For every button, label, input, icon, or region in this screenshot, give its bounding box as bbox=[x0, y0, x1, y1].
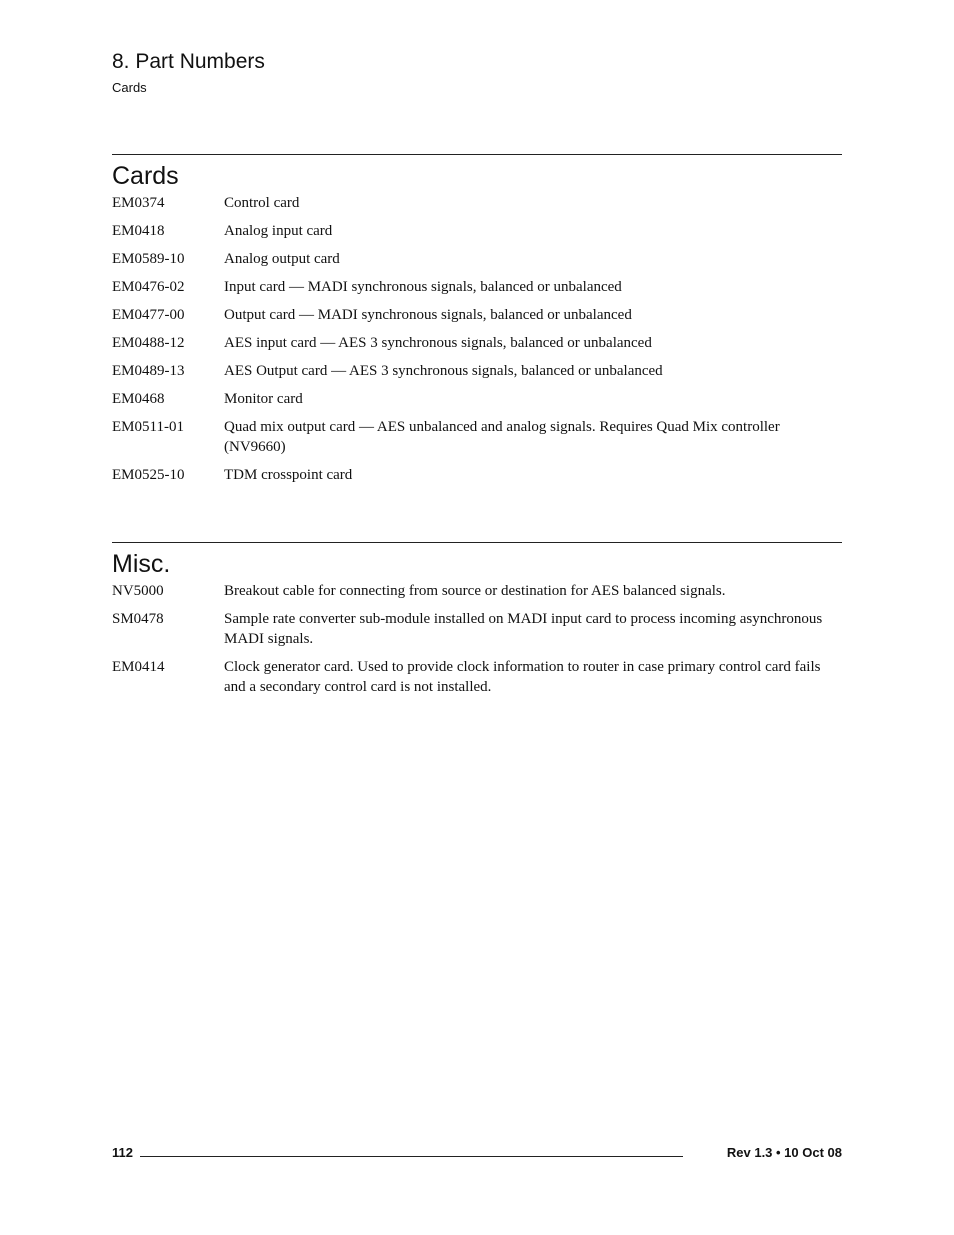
part-description: Quad mix output card — AES unbalanced and analog signals. Requires Quad Mix controller (NV9660) bbox=[224, 419, 780, 455]
part-description: Breakout cable for connecting from source or destination for AES balanced signals. bbox=[224, 583, 726, 599]
list-item bbox=[112, 609, 842, 649]
misc-section bbox=[112, 542, 842, 705]
chapter-title: 8. Part Numbers bbox=[112, 50, 265, 73]
part-number: EM0489-13 bbox=[112, 363, 185, 379]
part-number: EM0488-12 bbox=[112, 335, 185, 351]
section-title-misc: Misc. bbox=[112, 550, 171, 578]
part-description: Output card — MADI synchronous signals, balanced or unbalanced bbox=[224, 307, 632, 323]
cards-section bbox=[112, 154, 842, 493]
list-item bbox=[112, 249, 842, 269]
list-item bbox=[112, 657, 842, 697]
page-number: 112 bbox=[112, 1145, 133, 1160]
section-title-cards: Cards bbox=[112, 162, 179, 190]
list-item bbox=[112, 333, 842, 353]
list-item bbox=[112, 305, 842, 325]
part-description: TDM crosspoint card bbox=[224, 467, 353, 483]
part-description: Analog input card bbox=[224, 223, 333, 239]
part-number: SM0478 bbox=[112, 611, 164, 627]
part-number: EM0589-10 bbox=[112, 251, 185, 267]
part-description: AES input card — AES 3 synchronous signals, balanced or unbalanced bbox=[224, 335, 652, 351]
part-number: EM0525-10 bbox=[112, 467, 185, 483]
list-item bbox=[112, 277, 842, 297]
part-description: Monitor card bbox=[224, 391, 303, 407]
part-number: EM0476-02 bbox=[112, 279, 185, 295]
part-description: Control card bbox=[224, 195, 300, 211]
list-item bbox=[112, 221, 842, 241]
list-item bbox=[112, 193, 842, 213]
running-head: Cards bbox=[112, 80, 147, 95]
list-item bbox=[112, 361, 842, 381]
list-item bbox=[112, 417, 842, 457]
part-description: Analog output card bbox=[224, 251, 340, 267]
part-description: AES Output card — AES 3 synchronous signals, balanced or unbalanced bbox=[224, 363, 663, 379]
part-description: Clock generator card. Used to provide clock information to router in case primary control card fails and a secondary control card is not installed. bbox=[224, 659, 821, 695]
list-item bbox=[112, 581, 842, 601]
footer-divider bbox=[140, 1156, 683, 1157]
list-item bbox=[112, 389, 842, 409]
part-number: EM0511-01 bbox=[112, 419, 184, 435]
part-number: EM0468 bbox=[112, 391, 165, 407]
part-number: EM0374 bbox=[112, 195, 165, 211]
part-number: NV5000 bbox=[112, 583, 164, 599]
part-number: EM0477-00 bbox=[112, 307, 185, 323]
part-description: Input card — MADI synchronous signals, balanced or unbalanced bbox=[224, 279, 622, 295]
part-number: EM0414 bbox=[112, 659, 165, 675]
revision-info: Rev 1.3 • 10 Oct 08 bbox=[726, 1145, 842, 1160]
page-footer bbox=[112, 1145, 842, 1163]
part-number: EM0418 bbox=[112, 223, 165, 239]
section-divider bbox=[112, 542, 842, 543]
list-item bbox=[112, 465, 842, 485]
section-divider bbox=[112, 154, 842, 155]
part-description: Sample rate converter sub-module installed on MADI input card to process incoming asynchronous MADI signals. bbox=[224, 611, 823, 647]
